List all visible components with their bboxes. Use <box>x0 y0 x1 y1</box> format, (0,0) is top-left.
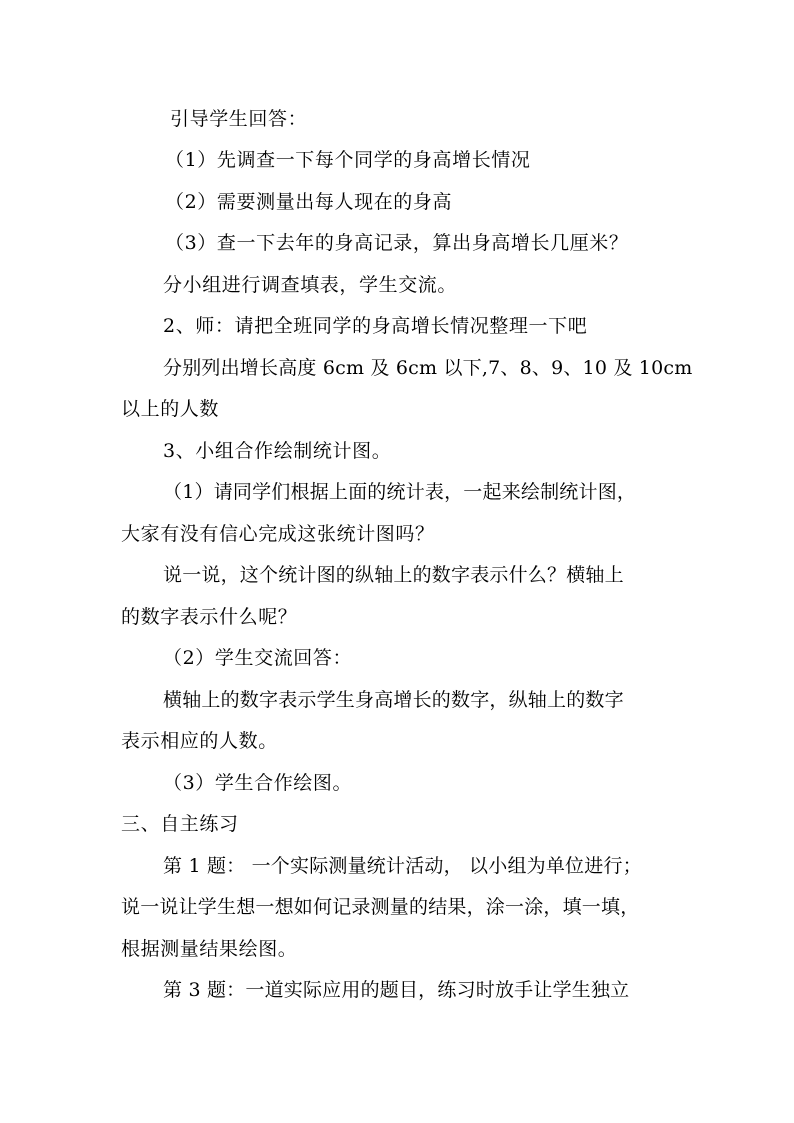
text-line: 大家有没有信心完成这张统计图吗？ <box>121 523 435 545</box>
text-line: （3）学生合作绘图。 <box>163 772 353 794</box>
text-line: 分小组进行调查填表，学生交流。 <box>163 274 458 296</box>
text-line: 3、小组合作绘制统计图。 <box>163 440 392 462</box>
text-line: 表示相应的人数。 <box>121 730 278 752</box>
text-line: （3）查一下去年的身高记录，算出身高增长几厘米？ <box>165 232 629 254</box>
text-line: 以上的人数 <box>121 398 220 420</box>
text-line: 的数字表示什么呢？ <box>121 606 298 628</box>
text-line: 2、师：请把全班同学的身高增长情况整理一下吧 <box>163 315 588 337</box>
text-line: 分别列出增长高度 6cm 及 6cm 以下,7、8、9、10 及 10cm <box>163 357 693 379</box>
text-line: 横轴上的数字表示学生身高增长的数字，纵轴上的数字 <box>163 689 624 711</box>
text-line: （2）学生交流回答： <box>163 647 353 669</box>
text-line: （1）请同学们根据上面的统计表，一起来绘制统计图， <box>163 481 637 503</box>
text-line: （2）需要测量出每人现在的身高 <box>165 191 453 213</box>
text-line: 说一说，这个统计图的纵轴上的数字表示什么？横轴上 <box>163 564 624 586</box>
text-line: 说一说让学生想一想如何记录测量的结果，涂一涂，填一填， <box>121 896 640 918</box>
text-line: 第 3 题：一道实际应用的题目，练习时放手让学生独立 <box>163 979 630 1001</box>
section-heading: 三、自主练习 <box>121 813 239 835</box>
text-line: 根据测量结果绘图。 <box>121 938 298 960</box>
text-line: 引导学生回答： <box>170 108 308 130</box>
text-line: 第 1 题： 一个实际测量统计活动， 以小组为单位进行； <box>163 855 642 877</box>
text-line: （1）先调查一下每个同学的身高增长情况 <box>165 149 531 171</box>
